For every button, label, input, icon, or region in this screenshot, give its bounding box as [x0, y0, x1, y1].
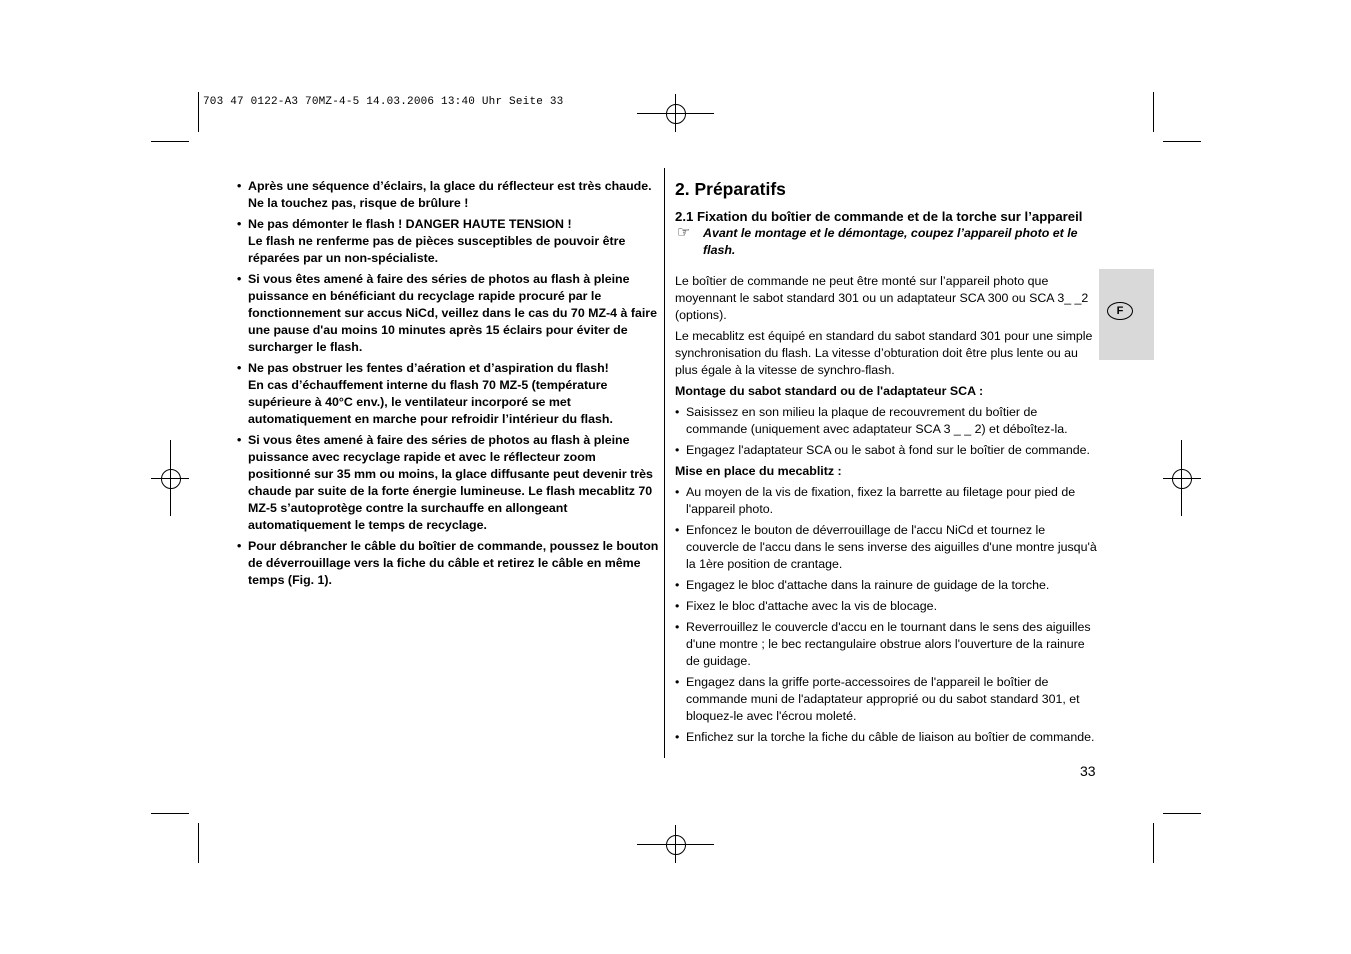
paragraph: Le mecablitz est équipé en standard du sabot standard 301 pour une simple synchronisation du flash. La vitesse d’obturation doit être plus lente ou au plus égale à la vitesse de synchro-flash. [675, 329, 1093, 377]
bullet: • [675, 523, 680, 537]
pointing-hand-icon: ☞ [677, 224, 691, 241]
warning-text: Pour débrancher le câble du boîtier de commande, poussez le bouton de déverrouillage vers la fiche du câble et retirez le câble en même temps (Fig. 1). [248, 539, 659, 587]
bullet: • [237, 217, 242, 231]
section-heading: 2. Préparatifs [675, 179, 786, 199]
bullet: • [675, 485, 680, 499]
list-item [675, 404, 1099, 438]
right-column [675, 178, 1099, 750]
list-item [675, 577, 1099, 594]
list-item-text: Engagez dans la griffe porte-accessoires de l'appareil le boîtier de commande muni de l'adaptateur approprié ou du sabot standard 301, et bloquez-le avec l'écrou moleté. [686, 675, 1080, 723]
bullet: • [237, 179, 242, 193]
warning-item [237, 432, 661, 534]
left-column [237, 178, 661, 593]
list-item [675, 522, 1099, 573]
list-item-text: Au moyen de la vis de fixation, fixez la barrette au filetage pour pied de l'appareil photo. [686, 485, 1076, 516]
list-item [675, 484, 1099, 518]
list-item [675, 674, 1099, 725]
print-header: 703 47 0122-A3 70MZ-4-5 14.03.2006 13:40 Uhr Seite 33 [203, 96, 564, 108]
warning-item [237, 538, 661, 589]
list-item-text: Engagez le bloc d'attache dans la rainure de guidage de la torche. [686, 578, 1050, 592]
warning-item [237, 271, 661, 356]
bullet: • [675, 578, 680, 592]
bullet: • [675, 730, 680, 744]
language-badge: F [1107, 302, 1133, 320]
list-item-text: Enfoncez le bouton de déverrouillage de l'accu NiCd et tournez le couvercle de l'accu dans le sens inverse des aiguilles d'une montre jusqu'à la 1ère position de crantage. [686, 523, 1097, 571]
list-item-text: Fixez le bloc d'attache avec la vis de blocage. [686, 599, 938, 613]
warning-item [237, 216, 661, 267]
bullet: • [675, 675, 680, 689]
bullet: • [237, 361, 242, 375]
note-text: Avant le montage et le démontage, coupez l’appareil photo et le flash. [703, 226, 1078, 257]
warning-text: Si vous êtes amené à faire des séries de photos au flash à pleine puissance avec recyclage rapide et avec le réflecteur zoom positionné sur 35 mm ou moins, la glace diffusante peut devenir très chaude par suite de la forte énergie lumineuse. Le flash mecablitz 70 MZ-5 s’autoprotège contre la surchauffe en allongeant automatiquement le temps de recyclage. [248, 433, 653, 532]
warning-text: Si vous êtes amené à faire des séries de photos au flash à pleine puissance en bénéficiant du recyclage rapide procuré par le fonctionnement sur accus NiCd, veillez dans le cas du 70 MZ-4 à faire une pause d'au moins 10 minutes après 15 éclairs pour éviter de surcharger le flash. [248, 272, 658, 354]
list-item [675, 598, 1099, 615]
warning-text: Ne pas démonter le flash ! DANGER HAUTE TENSION ! [248, 217, 572, 231]
warning-text: Après une séquence d’éclairs, la glace du réflecteur est très chaude. Ne la touchez pas, risque de brûlure ! [248, 179, 652, 210]
list-item-text: Enfichez sur la torche la fiche du câble de liaison au boîtier de commande. [686, 730, 1095, 744]
list-item-text: Engagez l'adaptateur SCA ou le sabot à fond sur le boîtier de commande. [686, 443, 1090, 457]
bullet: • [675, 443, 680, 457]
section-title: Montage du sabot standard ou de l'adaptateur SCA : [675, 384, 984, 398]
note [675, 225, 1099, 259]
warning-item [237, 360, 661, 428]
bullet: • [675, 620, 680, 634]
paragraph: Le boîtier de commande ne peut être monté sur l’appareil photo que moyennant le sabot standard 301 ou un adaptateur SCA 300 ou SCA 3_ _2 (options). [675, 274, 1089, 322]
warning-item [237, 178, 661, 212]
list-item [675, 442, 1099, 459]
list-item-text: Saisissez en son milieu la plaque de recouvrement du boîtier de commande (uniquement avec adaptateur SCA 3 _ _ 2) et déboîtez-la. [686, 405, 1068, 436]
subsection-heading: 2.1 Fixation du boîtier de commande et de la torche sur l’appareil [675, 209, 1083, 224]
bullet: • [237, 539, 242, 553]
section-title: Mise en place du mecablitz : [675, 464, 842, 478]
bullet: • [237, 272, 242, 286]
list-item [675, 729, 1099, 746]
warning-detail: En cas d’échauffement interne du flash 70 MZ-5 (température supérieure à 40°C env.), le ventilateur incorporé se met automatiquement en marche pour refroidir l’intérieur du flash. [248, 378, 613, 426]
column-divider [664, 168, 665, 758]
bullet: • [675, 599, 680, 613]
bullet: • [675, 405, 680, 419]
list-item-text: Reverrouillez le couvercle d'accu en le tournant dans le sens des aiguilles d'une montre ; le bec rectangulaire obstrue alors l'ouverture de la rainure de guidage. [686, 620, 1091, 668]
warning-detail: Le flash ne renferme pas de pièces susceptibles de pouvoir être réparées par un non-spécialiste. [248, 234, 626, 265]
page-number: 33 [1080, 763, 1096, 779]
warning-text: Ne pas obstruer les fentes d’aération et d’aspiration du flash! [248, 361, 609, 375]
bullet: • [237, 433, 242, 447]
list-item [675, 619, 1099, 670]
language-tab [1099, 269, 1154, 360]
